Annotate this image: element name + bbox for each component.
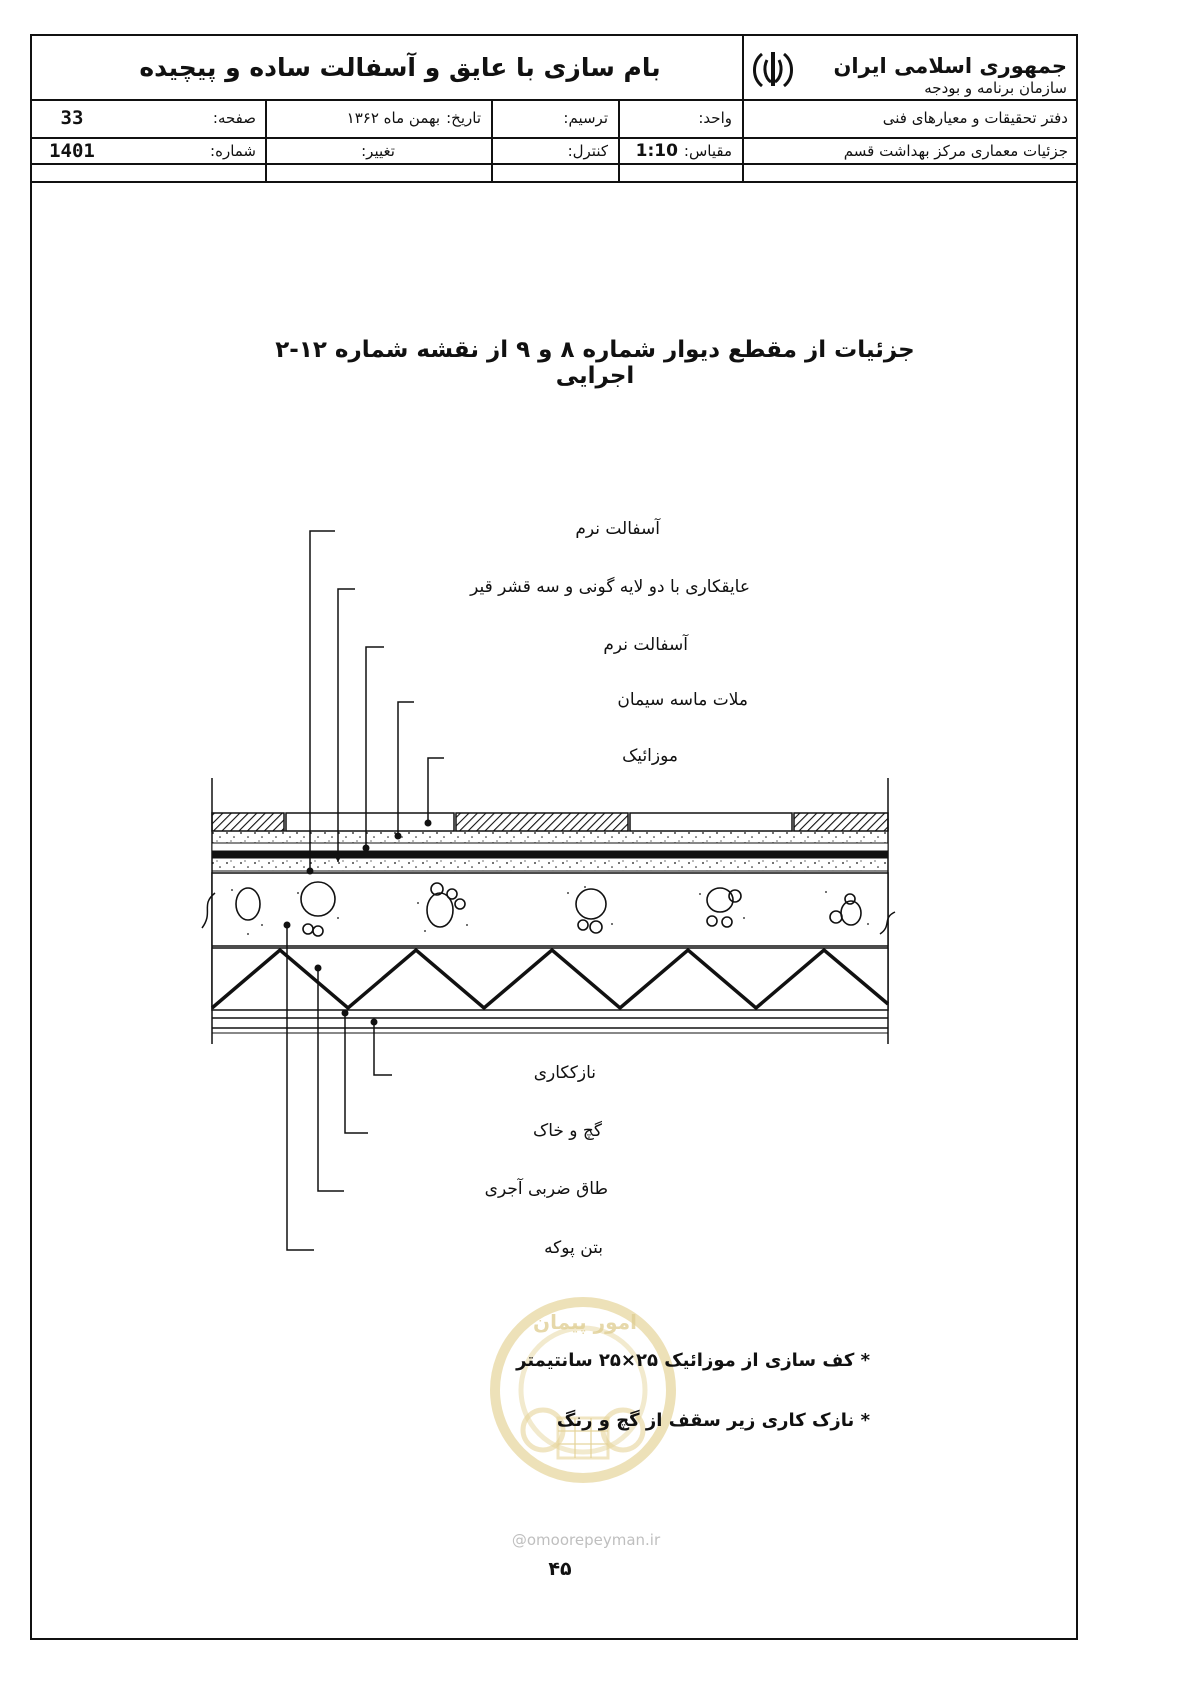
asphalt-layer [212,843,888,851]
label-cement-mortar: ملات ماسه سیمان [617,690,748,710]
date-label: تاریخ: [446,109,481,127]
change-label: تغییر: [361,142,395,160]
office-name: دفتر تحقیقات و معیارهای فنی [882,109,1068,127]
label-finish: نازککاری [533,1063,596,1083]
mosaic-tile [456,813,628,831]
mortar-layer [212,831,888,843]
asphalt-layer [212,858,888,871]
label-gypsum-soil: گچ و خاک [533,1121,602,1141]
label-jack-arch: طاق ضربی آجری [484,1179,608,1199]
bullet-icon: * [854,1350,870,1371]
drawing-title: جزئیات از مقطع دیوار شماره ۸ و ۹ از نقشه شماره ۱۲-۲ اجرایی [275,337,915,389]
label-soft-asphalt-top: آسفالت نرم [575,519,660,539]
note-text: نازک کاری زیر سقف از گچ و رنگ [556,1410,855,1431]
note-text: کف سازی از موزائیک ۲۵×۲۵ سانتیمتر [516,1350,855,1371]
org-subtitle: سازمان برنامه و بودجه [924,79,1067,97]
scale-label: مقیاس: [683,142,732,160]
label-mosaic: موزائیک [622,746,678,766]
page-number: ۴۵ [548,1558,572,1580]
label-insulation: عایقکاری با دو لایه گونی و سه قشر قیر [470,577,750,597]
control-label: کنترل: [567,142,608,160]
number-value: 1401 [49,140,95,162]
page-value: 33 [60,107,84,129]
mosaic-tile [212,813,284,831]
insulation-layer [212,851,888,858]
watermark-text: @omoorepeyman.ir [511,1531,661,1549]
label-soft-asphalt: آسفالت نرم [603,635,688,655]
section-name: جزئیات معماری مرکز بهداشت قسم [843,142,1068,160]
pumice-concrete-layer [212,873,888,946]
mosaic-tile [630,813,792,831]
org-name: جمهوری اسلامی ایران [833,54,1067,78]
date-value: بهمن ماه ۱۳۶۲ [346,109,441,127]
number-label: شماره: [210,142,256,160]
note-flooring [430,1350,870,1371]
note-ceiling-finish [500,1410,870,1431]
mosaic-tile [794,813,888,831]
drawn-label: ترسیم: [563,109,608,127]
page-label: صفحه: [212,109,256,127]
unit-label: واحد: [698,109,732,127]
watermark-logo-text: امور پیمان [533,1310,637,1334]
scale-value: 1:10 [635,141,678,161]
bullet-icon: * [854,1410,870,1431]
project-title: بام سازی با عایق و آسفالت ساده و پیچیده [139,52,661,82]
label-pumice-concrete: بتن پوکه [544,1238,603,1258]
